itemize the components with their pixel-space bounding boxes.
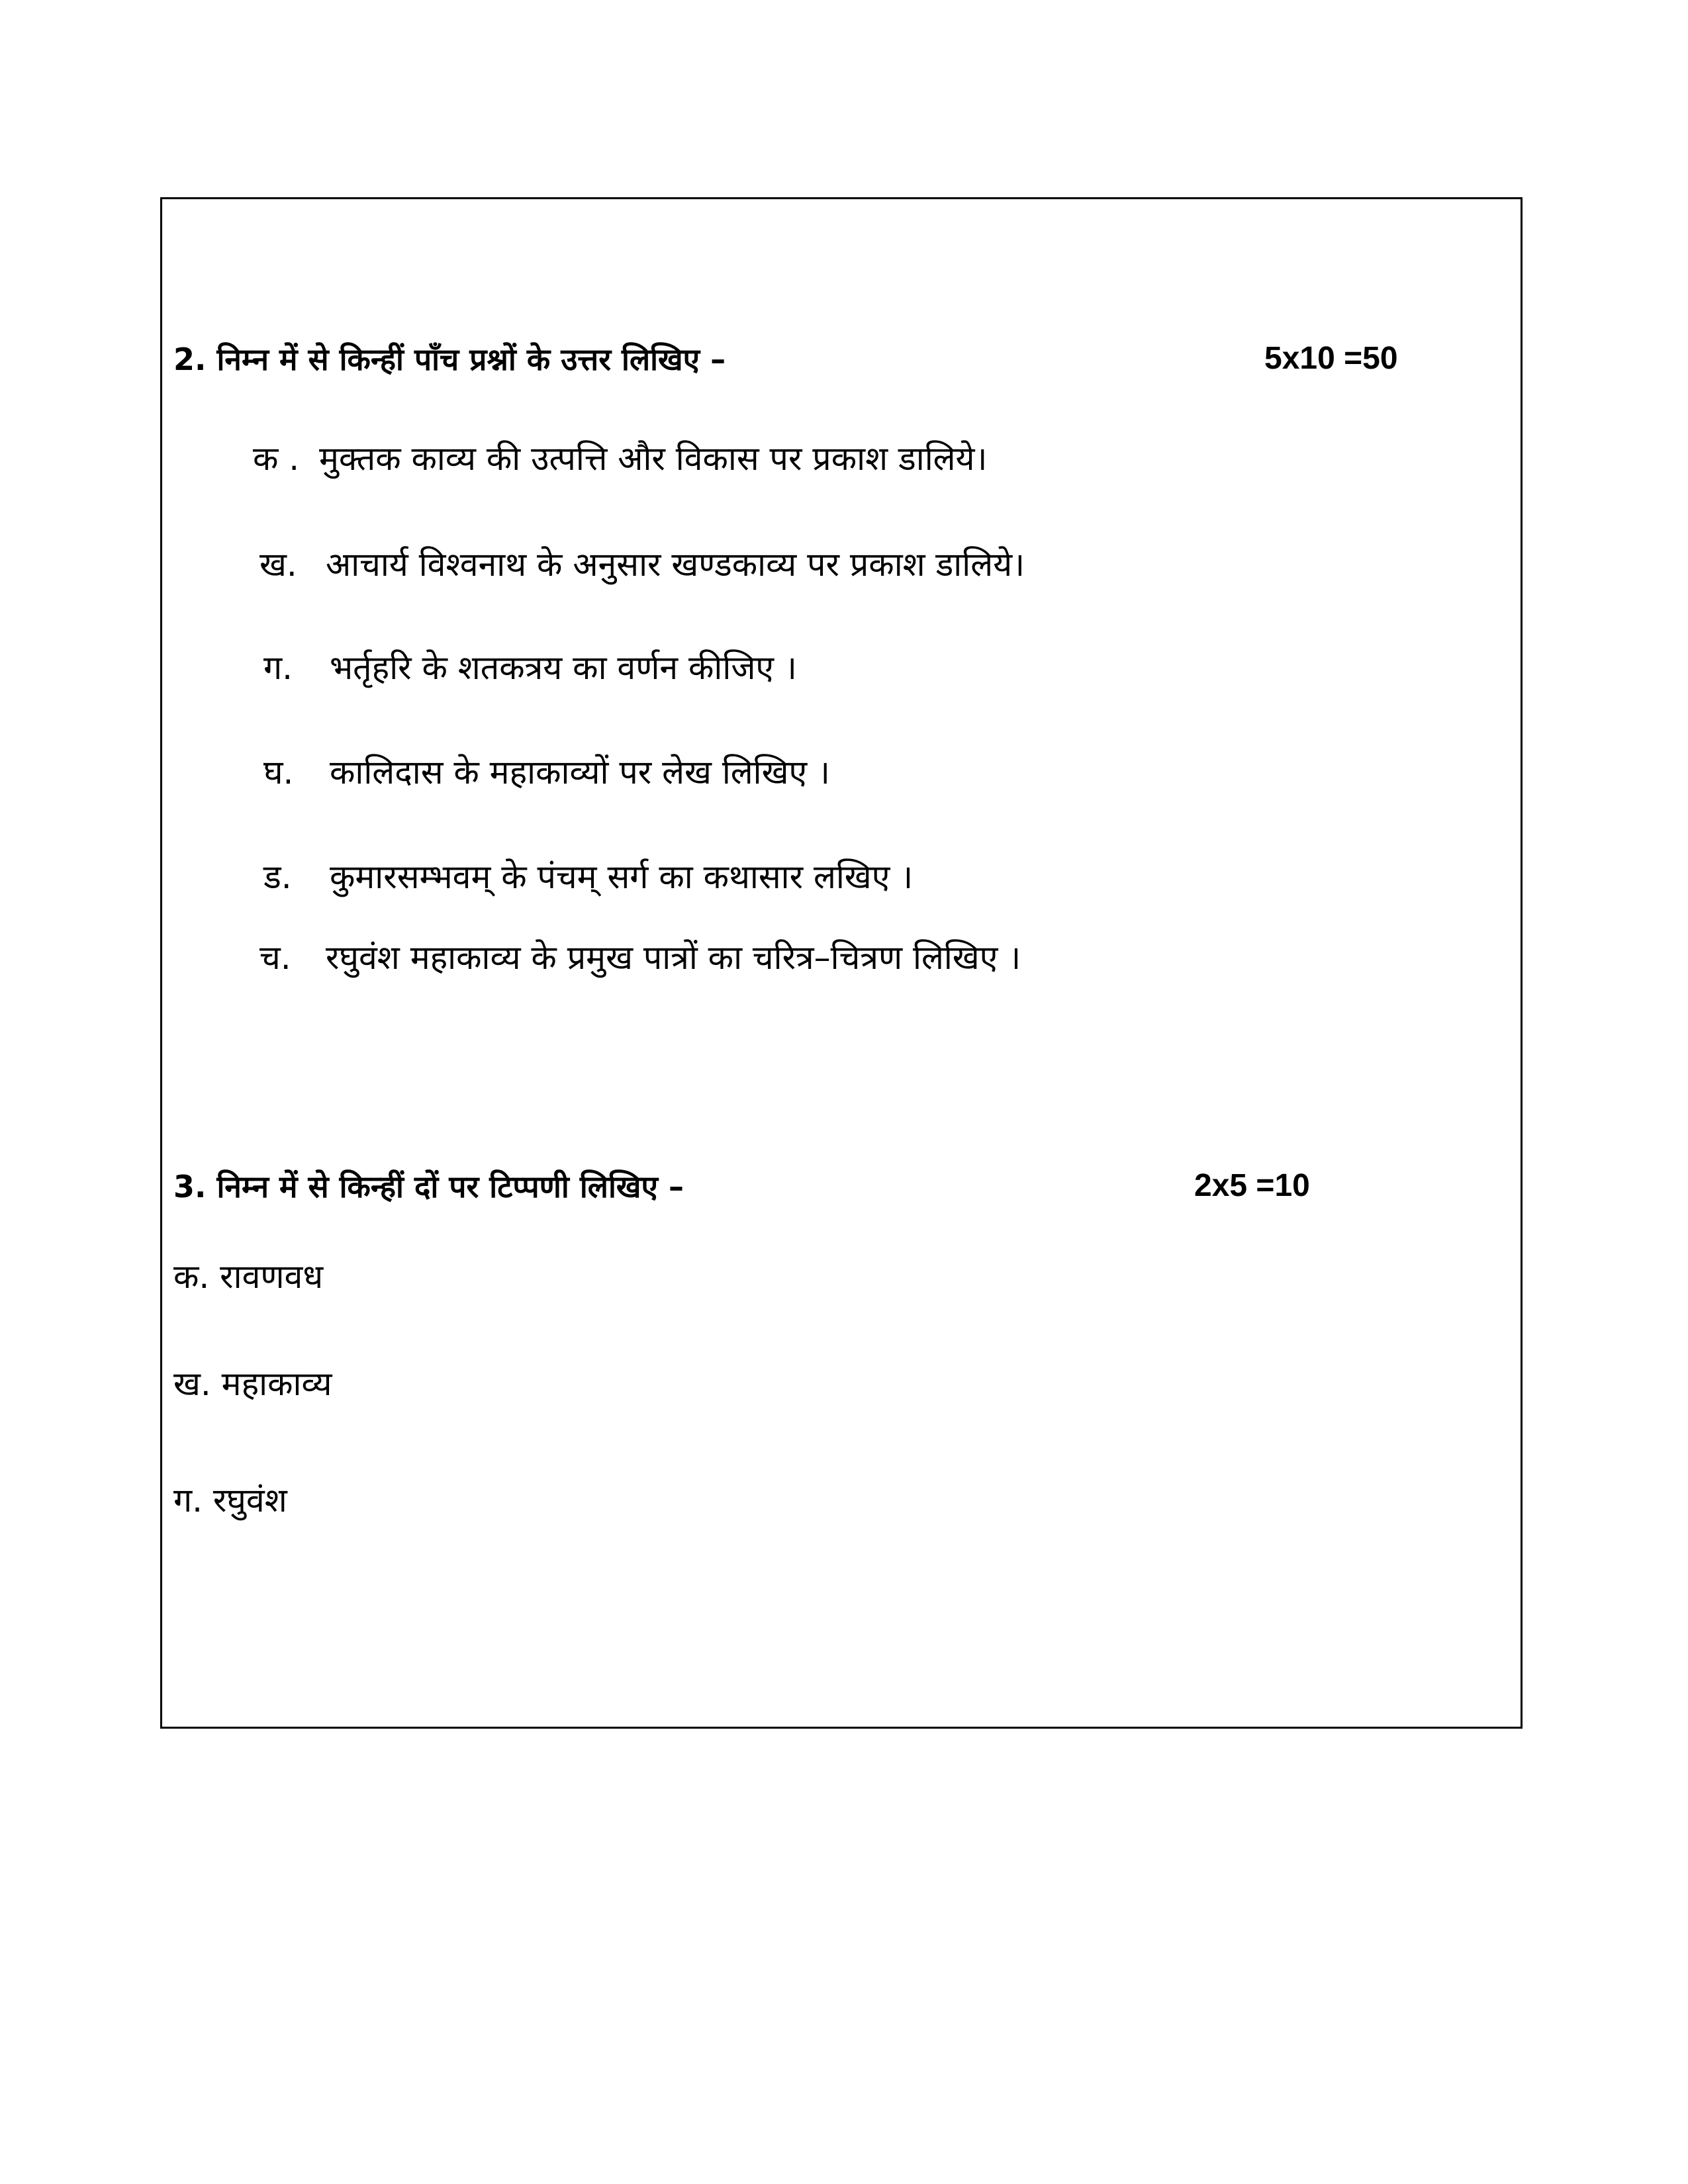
q2-item-label: क .: [253, 439, 300, 478]
q3-marks: 2x5 =10: [1194, 1168, 1310, 1203]
q2-item-ga: [263, 649, 797, 687]
q2-item-text: रघुवंश महाकाव्य के प्रमुख पात्रों का चरित्र–चित्रण लिखिए ।: [326, 938, 1021, 977]
q2-item-label: ख.: [259, 545, 297, 584]
q3-heading: 3. निम्न में से किन्हीं दों पर टिप्पणी लिखिए –: [173, 1169, 684, 1205]
q2-item-label: घ.: [263, 753, 294, 792]
q2-item-text: मुक्तक काव्य की उत्पत्ति और विकास पर प्रकाश डालिये।: [319, 439, 988, 478]
q3-item-raghuvansh: ग. रघुवंश: [173, 1481, 287, 1520]
q2-item-text: आचार्य विश्वनाथ के अनुसार खण्डकाव्य पर प्रकाश डालिये।: [326, 545, 1025, 584]
q2-item-cha: [259, 938, 1021, 977]
q2-item-da: [263, 858, 914, 896]
q3-item-ravanvadh: क. रावणवध: [173, 1257, 324, 1296]
q2-item-kha: [259, 545, 1025, 584]
q2-item-label: ड.: [263, 858, 292, 896]
q2-item-text: कालिदास के महाकाव्यों पर लेख लिखिए ।: [330, 753, 831, 792]
q2-item-gha: [263, 753, 831, 792]
q2-item-text: कुमारसम्भवम् के पंचम् सर्ग का कथासार लखिए ।: [330, 858, 914, 896]
q2-item-ka: [253, 439, 988, 478]
q2-item-text: भर्तृहरि के शतकत्रय का वर्णन कीजिए ।: [330, 649, 797, 687]
q2-item-label: च.: [259, 938, 291, 977]
q3-item-mahakavya: ख. महाकाव्य: [173, 1365, 332, 1403]
q2-item-label: ग.: [263, 649, 293, 687]
q2-heading: 2. निम्न में से किन्हीं पाँच प्रश्नों के उत्तर लिखिए –: [173, 341, 726, 377]
q2-marks: 5x10 =50: [1264, 341, 1398, 376]
